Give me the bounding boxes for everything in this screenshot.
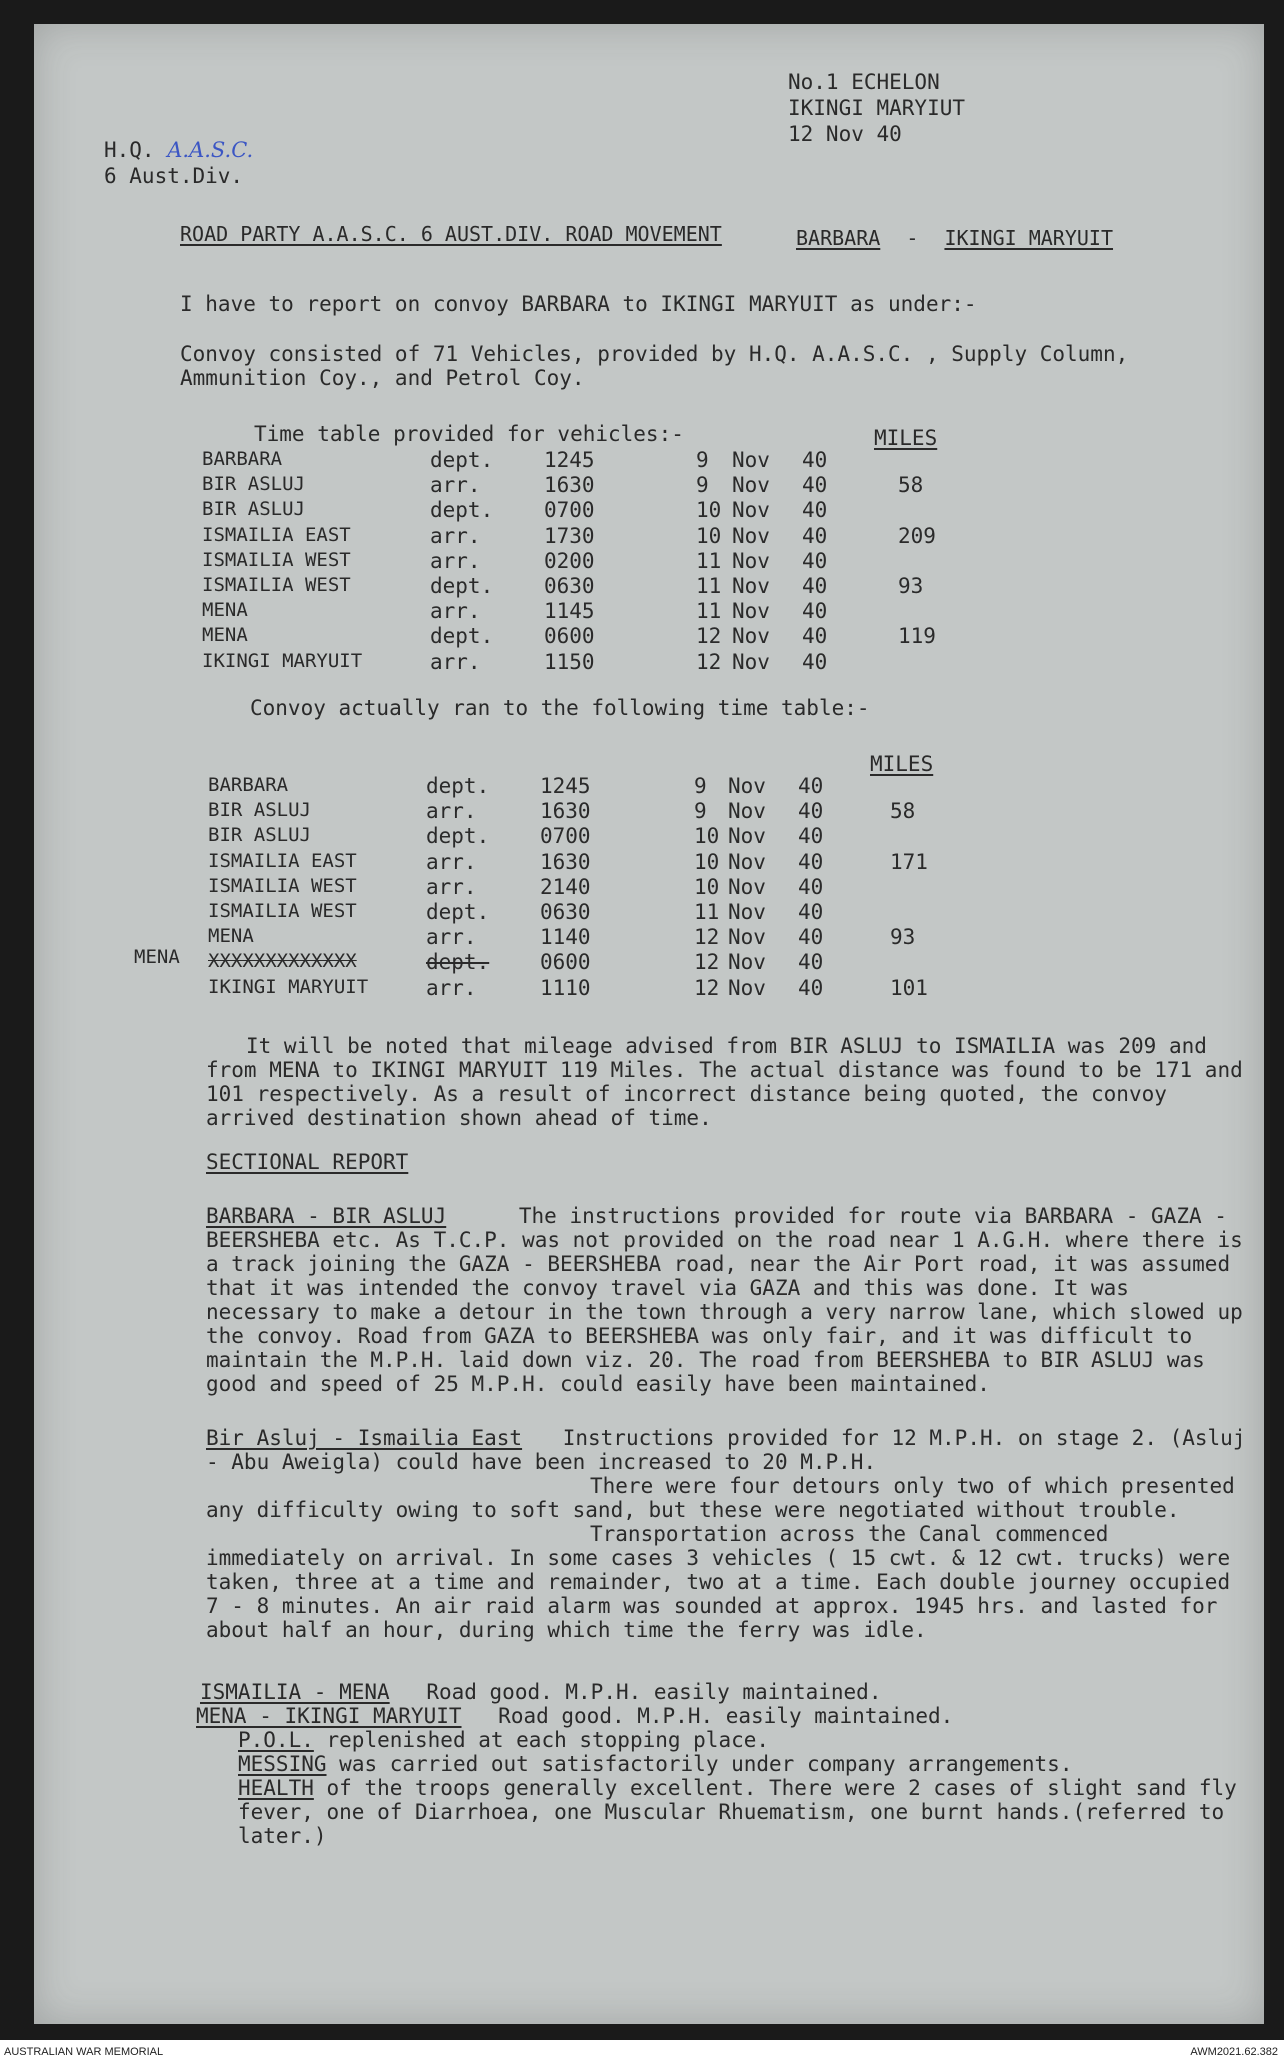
timetable-place: BIR ASLUJ — [202, 498, 305, 521]
timetable-month: Nov — [728, 799, 766, 824]
timetable-time: 1730 — [544, 523, 595, 548]
timetable-place: BIR ASLUJ — [208, 799, 311, 822]
timetable-year: 40 — [802, 599, 828, 624]
timetable-action: arr. — [426, 799, 477, 824]
messing-line — [238, 1752, 1072, 1776]
section4-heading: MENA - IKINGI MARYUIT — [196, 1704, 462, 1728]
timetable-month: Nov — [728, 774, 766, 798]
timetable-action: dept. — [430, 624, 494, 649]
section2-text1: Instructions provided for 12 M.P.H. on stage 2. (Asluj - Abu Aweigla) could have been increased to 20 M.P.H. — [206, 1426, 1246, 1474]
route-to: IKINGI MARYUIT — [944, 226, 1114, 250]
timetable-day: 11 — [696, 599, 722, 624]
sectional-report-heading: SECTIONAL REPORT — [206, 1150, 409, 1174]
timetable-time: 0200 — [544, 548, 595, 573]
timetable-time: 0600 — [540, 950, 591, 975]
timetable-year: 40 — [802, 649, 828, 674]
convoy-consist-text: Convoy consisted of 71 Vehicles, provided by H.Q. A.A.S.C. , Supply Column, Ammunition Coy., and Petrol Coy. — [180, 342, 1129, 390]
timetable-time: 1150 — [544, 649, 595, 674]
timetable-month: Nov — [728, 849, 766, 874]
timetable-day: 9 — [694, 774, 707, 798]
table1-heading: Time table provided for vehicles:- — [254, 422, 684, 446]
section-mena-ikingi — [196, 1704, 953, 1728]
timetable-day: 12 — [694, 925, 720, 950]
addressee-line1 — [104, 138, 253, 162]
timetable-year: 40 — [798, 874, 824, 899]
timetable-action: arr. — [430, 599, 481, 624]
section-barbara-bir-asluj — [206, 1204, 1246, 1396]
table2-margin-note: MENA — [134, 946, 180, 968]
timetable-year: 40 — [798, 950, 824, 975]
timetable-place: IKINGI MARYUIT — [202, 649, 363, 672]
table1-miles-header: MILES — [874, 426, 938, 450]
timetable-day: 10 — [696, 498, 722, 523]
timetable-month: Nov — [732, 523, 770, 548]
document-page — [34, 24, 1264, 2024]
timetable-year: 40 — [802, 548, 828, 573]
timetable-year: 40 — [798, 849, 824, 874]
timetable-day: 12 — [696, 624, 722, 649]
timetable-month: Nov — [732, 473, 770, 498]
intro-text: I have to report on convoy BARBARA to IKINGI MARYUIT as under:- — [180, 292, 977, 316]
timetable-time: 0600 — [544, 624, 595, 649]
archive-credit: AUSTRALIAN WAR MEMORIAL — [4, 2046, 164, 2058]
timetable-place: ISMAILIA WEST — [208, 900, 357, 922]
timetable-year: 40 — [798, 824, 824, 849]
route-dash: - — [906, 226, 919, 250]
timetable-action: arr. — [426, 874, 477, 899]
timetable-day: 10 — [694, 874, 720, 899]
timetable-action: arr. — [430, 523, 481, 548]
timetable-day: 12 — [694, 975, 720, 1000]
timetable-time: 1630 — [540, 799, 591, 824]
health-text: of the troops generally excellent. There were 2 cases of slight sand fly fever, one of Diarrhoea, one Muscular Rhuematism, one burnt hands.(referred to later.) — [238, 1776, 1237, 1848]
timetable-month: Nov — [732, 599, 770, 624]
section-bir-asluj-ismailia-east — [206, 1426, 1246, 1642]
timetable-miles: 58 — [890, 799, 916, 824]
timetable-time: 0700 — [540, 824, 591, 849]
timetable-place: BIR ASLUJ — [208, 824, 311, 847]
timetable-time: 1630 — [544, 473, 595, 498]
timetable-action: dept. — [426, 900, 490, 924]
timetable-place: ISMAILIA EAST — [202, 523, 351, 546]
timetable-month: Nov — [732, 548, 770, 573]
section1-heading: BARBARA - BIR ASLUJ — [206, 1204, 447, 1228]
timetable-action: arr. — [426, 925, 477, 950]
timetable-month: Nov — [728, 900, 766, 924]
section2-text2: There were four detours only two of which presented any difficulty owing to soft sand, but these were negotiated without trouble. — [206, 1474, 1235, 1522]
section4-text: Road good. M.P.H. easily maintained. — [498, 1704, 954, 1728]
timetable-day: 9 — [696, 473, 709, 498]
timetable-day: 10 — [694, 849, 720, 874]
timetable-place: ISMAILIA EAST — [208, 849, 357, 872]
timetable-action: dept. — [426, 774, 490, 798]
timetable-place: IKINGI MARYUIT — [208, 975, 369, 998]
timetable-time: 2140 — [540, 874, 591, 899]
timetable-day: 12 — [696, 649, 722, 674]
addressee-hq: H.Q. — [104, 138, 155, 162]
route-from: BARBARA — [796, 226, 881, 250]
timetable-miles: 93 — [898, 574, 924, 598]
timetable-action: dept. — [430, 574, 494, 598]
timetable-miles: 209 — [898, 523, 936, 548]
timetable-time: 1245 — [540, 774, 591, 798]
timetable-action: dept. — [430, 498, 494, 523]
timetable-day: 9 — [696, 448, 709, 472]
section-ismailia-mena — [200, 1680, 881, 1704]
timetable-action: arr. — [426, 975, 477, 1000]
timetable-month: Nov — [732, 649, 770, 674]
messing-heading: MESSING — [238, 1752, 327, 1776]
timetable-action: arr. — [430, 548, 481, 573]
timetable-place: ISMAILIA WEST — [208, 874, 357, 897]
table2-miles-header: MILES — [870, 752, 934, 776]
section1-text: The instructions provided for route via BARBARA - GAZA - BEERSHEBA etc. As T.C.P. was not provided on the road near 1 A.G.H. where there is a track joining the GAZA - BEERSHEBA road, near the Air Port road, it was assumed that it was intended the convoy travel via GAZA and this was done. It was necessary to make a detour in the town through a very narrow lane, which slowed up the convoy. Road from GAZA to BEERSHEBA was only fair, and it was difficult to maintain the M.P.H. laid down viz. 20. The road from BEERSHEBA to BIR ASLUJ was good and speed of 25 M.P.H. could easily have been maintained. — [206, 1204, 1243, 1396]
timetable-action: dept. — [426, 824, 490, 849]
timetable-place: ISMAILIA WEST — [202, 574, 351, 596]
addressee-handwritten: A.A.S.C. — [167, 138, 254, 162]
messing-text: was carried out satisfactorily under company arrangements. — [339, 1752, 1073, 1776]
timetable-year: 40 — [798, 975, 824, 1000]
timetable-year: 40 — [802, 473, 828, 498]
timetable-time: 1630 — [540, 849, 591, 874]
timetable-year: 40 — [802, 624, 828, 649]
timetable-time: 1140 — [540, 925, 591, 950]
timetable-month: Nov — [732, 498, 770, 523]
table2-heading: Convoy actually ran to the following time table:- — [250, 696, 870, 720]
timetable-year: 40 — [802, 448, 828, 472]
timetable-year: 40 — [802, 498, 828, 523]
timetable-action: arr. — [430, 649, 481, 674]
header-date: 12 Nov 40 — [788, 122, 902, 146]
timetable-month: Nov — [728, 975, 766, 1000]
timetable-year: 40 — [798, 925, 824, 950]
pol-text: replenished at each stopping place. — [326, 1728, 770, 1752]
timetable-day: 12 — [694, 950, 720, 975]
timetable-day: 11 — [696, 548, 722, 573]
health-heading: HEALTH — [238, 1776, 314, 1800]
pol-line — [238, 1728, 769, 1752]
timetable-time: 0630 — [544, 574, 595, 598]
section3-text: Road good. M.P.H. easily maintained. — [426, 1680, 882, 1704]
timetable-month: Nov — [728, 925, 766, 950]
addressee-line2: 6 Aust.Div. — [104, 164, 244, 188]
timetable-month: Nov — [728, 824, 766, 849]
timetable-miles: 171 — [890, 849, 928, 874]
timetable-place: BIR ASLUJ — [202, 473, 305, 496]
timetable-time: 1110 — [540, 975, 591, 1000]
header-place: IKINGI MARYIUT — [788, 96, 966, 120]
title-route — [796, 226, 1113, 250]
timetable-day: 10 — [694, 824, 720, 849]
timetable-month: Nov — [728, 950, 766, 975]
timetable-place: BARBARA — [202, 448, 283, 470]
health-line — [238, 1776, 1248, 1848]
timetable-day: 11 — [694, 900, 720, 924]
archive-reference: AWM2021.62.382 — [1190, 2046, 1278, 2058]
timetable-time: 0700 — [544, 498, 595, 523]
timetable-year: 40 — [798, 774, 824, 798]
timetable-month: Nov — [732, 624, 770, 649]
timetable-place: BARBARA — [208, 774, 289, 796]
timetable-place: ISMAILIA WEST — [202, 548, 351, 571]
timetable-time: 1245 — [544, 448, 595, 472]
mileage-note: It will be noted that mileage advised from BIR ASLUJ to ISMAILIA was 209 and from MENA to IKINGI MARYUIT 119 Miles. The actual distance was found to be 171 and 101 respectively. As a result of incorrect distance being quoted, the convoy arrived destination shown ahead of time. — [206, 1034, 1243, 1130]
timetable-miles: 119 — [898, 624, 936, 649]
timetable-month: Nov — [728, 874, 766, 899]
timetable-miles: 58 — [898, 473, 924, 498]
timetable-place: MENA — [202, 599, 248, 622]
document-title: ROAD PARTY A.A.S.C. 6 AUST.DIV. ROAD MOVEMENT — [180, 222, 722, 246]
timetable-year: 40 — [802, 574, 828, 598]
section3-heading: ISMAILIA - MENA — [200, 1680, 390, 1704]
timetable-place: XXXXXXXXXXXXX — [208, 950, 357, 973]
timetable-action: arr. — [426, 849, 477, 874]
timetable-place: MENA — [208, 925, 254, 948]
timetable-time: 0630 — [540, 900, 591, 924]
timetable-time: 1145 — [544, 599, 595, 624]
timetable-action: dept. — [426, 950, 490, 975]
header-unit: No.1 ECHELON — [788, 70, 940, 94]
timetable-day: 10 — [696, 523, 722, 548]
timetable-action: arr. — [430, 473, 481, 498]
timetable-year: 40 — [802, 523, 828, 548]
timetable-year: 40 — [798, 799, 824, 824]
timetable-miles: 93 — [890, 925, 916, 950]
section2-heading: Bir Asluj - Ismailia East — [206, 1426, 523, 1450]
timetable-day: 11 — [696, 574, 722, 598]
pol-heading: P.O.L. — [238, 1728, 314, 1752]
timetable-month: Nov — [732, 448, 770, 472]
timetable-place: MENA — [202, 624, 248, 647]
timetable-action: dept. — [430, 448, 494, 472]
timetable-year: 40 — [798, 900, 824, 924]
timetable-miles: 101 — [890, 975, 928, 1000]
timetable-month: Nov — [732, 574, 770, 598]
section2-text3: Transportation across the Canal commenced immediately on arrival. In some cases 3 vehicles ( 15 cwt. & 12 cwt. trucks) were taken, three at a time and remainder, two at a time. Each double journey occupied 7 - 8 minutes. An air raid alarm was sounded at approx. 1945 hrs. and lasted for about half an hour, during which time the ferry was idle. — [206, 1522, 1231, 1642]
timetable-day: 9 — [694, 799, 707, 824]
